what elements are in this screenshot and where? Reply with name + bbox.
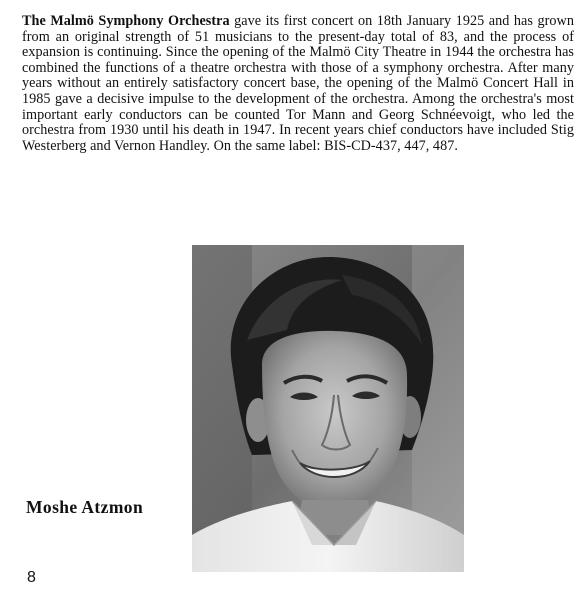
biography-text: gave its first concert on 18th January 1925 and has grown from an original strength of 51 musicians to the present-day total of 83, and the process of expansion is continuing. Since the opening of the Malmö City Theatre in 1944 the orchestra has combined the functions of a theatre orchestra with those of a symphony orchestra. After many years without an entirely satisfactory concert base, the opening of the Malmö Concert Hall in 1985 gave a decisive impulse to the development of the orchestra. Among the orchestra's most important early conductors can be counted Tor Mann and Georg Schnéevoigt, who led the orchestra from 1930 until his death in 1947. In recent years chief conductors have included Stig Westerberg and Vernon Handley. On the same label: BIS-CD-437, 447, 487. — [22, 13, 574, 154]
photo-caption: Moshe Atzmon — [26, 497, 144, 517]
page-number: 8 — [27, 569, 36, 586]
conductor-portrait-photo — [192, 245, 464, 572]
orchestra-name: The Malmö Symphony Orchestra — [22, 13, 230, 29]
orchestra-biography — [22, 14, 574, 154]
portrait-illustration — [192, 245, 464, 572]
